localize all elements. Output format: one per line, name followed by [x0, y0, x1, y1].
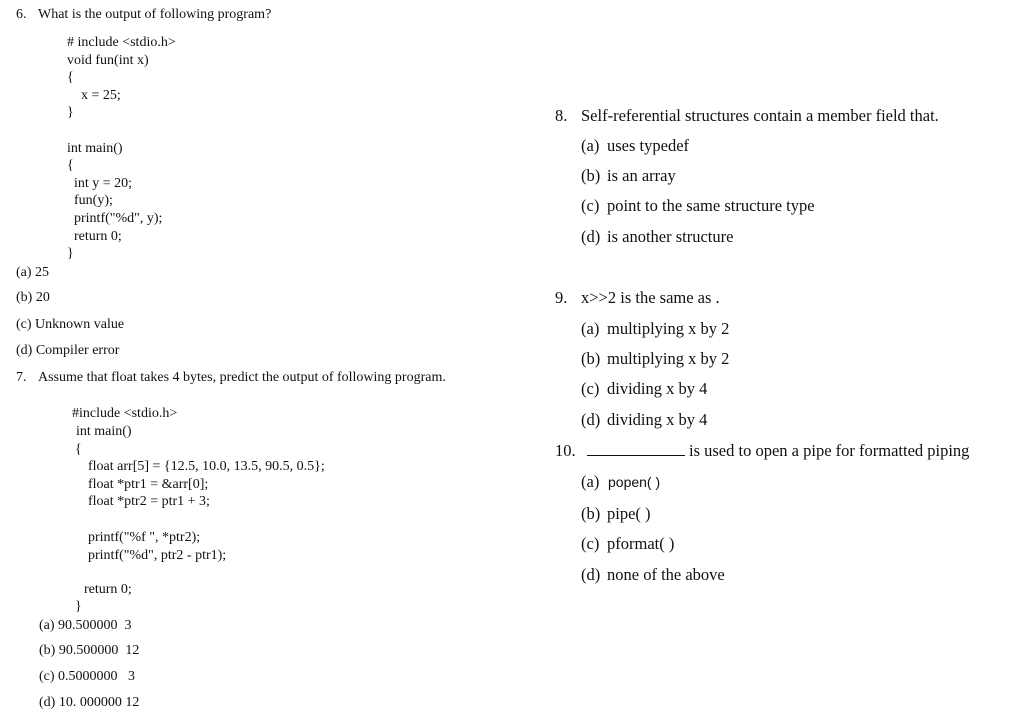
q9-option-b: multiplying x by 2 [607, 349, 730, 368]
q9-number: 9. [555, 288, 568, 307]
q7-number: 7. [16, 370, 27, 385]
code-line: { [75, 442, 82, 457]
code-line: int main() [76, 424, 132, 439]
q9-option-c-label: (c) [581, 379, 600, 398]
q6-option-b: (b) 20 [16, 290, 50, 305]
q10-question: is used to open a pipe for formatted piping [689, 441, 970, 460]
q6-option-c: (c) Unknown value [16, 317, 125, 332]
q10-option-d: none of the above [607, 565, 725, 584]
q10-number: 10. [555, 441, 576, 460]
code-line: fun(y); [74, 193, 113, 208]
q9-question: x>>2 is the same as . [581, 288, 720, 307]
q8-number: 8. [555, 106, 568, 125]
q10-option-a-label: (a) [581, 472, 600, 491]
code-line: { [67, 158, 74, 173]
code-line: { [67, 70, 74, 85]
code-line: float *ptr2 = ptr1 + 3; [88, 494, 210, 509]
q8-option-d-label: (d) [581, 227, 601, 246]
q9-option-a: multiplying x by 2 [607, 319, 730, 338]
code-line: int main() [67, 141, 123, 156]
q6-question: What is the output of following program? [38, 7, 272, 22]
code-line: printf("%d", ptr2 - ptr1); [88, 548, 227, 563]
q10-option-c-label: (c) [581, 534, 600, 553]
code-line: printf("%d", y); [74, 211, 163, 226]
q6-number: 6. [16, 7, 27, 22]
q6-option-d: (d) Compiler error [16, 343, 120, 358]
code-line: int y = 20; [74, 176, 133, 191]
code-line: x = 25; [81, 88, 121, 103]
code-line: float arr[5] = {12.5, 10.0, 13.5, 90.5, 0.5}; [88, 459, 325, 474]
q8-option-a-label: (a) [581, 136, 600, 155]
code-line: return 0; [74, 229, 122, 244]
q10-option-b: pipe( ) [607, 504, 651, 523]
q8-option-b: is an array [607, 166, 676, 185]
code-line: #include <stdio.h> [72, 406, 178, 421]
q10-option-b-label: (b) [581, 504, 601, 523]
q7-option-d: (d) 10. 000000 12 [39, 695, 140, 710]
q8-option-a: uses typedef [607, 136, 690, 155]
q10-option-c: pformat( ) [607, 534, 675, 553]
q7-question: Assume that float takes 4 bytes, predict the output of following program. [38, 370, 446, 385]
q9-option-a-label: (a) [581, 319, 600, 338]
code-line: void fun(int x) [67, 53, 149, 68]
q9-option-d-label: (d) [581, 410, 601, 429]
q10-blank [581, 441, 693, 461]
q8-option-c-label: (c) [581, 196, 600, 215]
q8-question: Self-referential structures contain a member field that. [581, 106, 939, 125]
q10-option-d-label: (d) [581, 565, 601, 584]
code-line: return 0; [84, 582, 132, 597]
q9-option-b-label: (b) [581, 349, 601, 368]
q8-option-d: is another structure [607, 227, 734, 246]
code-line: } [67, 105, 74, 120]
q6-option-a: (a) 25 [16, 265, 50, 280]
q8-option-c: point to the same structure type [607, 196, 815, 215]
q7-option-b: (b) 90.500000 12 [39, 643, 140, 658]
code-line: # include <stdio.h> [67, 35, 176, 50]
code-line: } [67, 246, 74, 261]
q10-option-a: popen( ) [608, 474, 661, 490]
q8-option-b-label: (b) [581, 166, 601, 185]
q9-option-c: dividing x by 4 [607, 379, 708, 398]
q9-option-d: dividing x by 4 [607, 410, 708, 429]
code-line: float *ptr1 = &arr[0]; [88, 477, 209, 492]
q7-option-c: (c) 0.5000000 3 [39, 669, 136, 684]
code-line: printf("%f ", *ptr2); [88, 530, 201, 545]
code-line: } [75, 599, 82, 614]
q7-option-a: (a) 90.500000 3 [39, 618, 132, 633]
